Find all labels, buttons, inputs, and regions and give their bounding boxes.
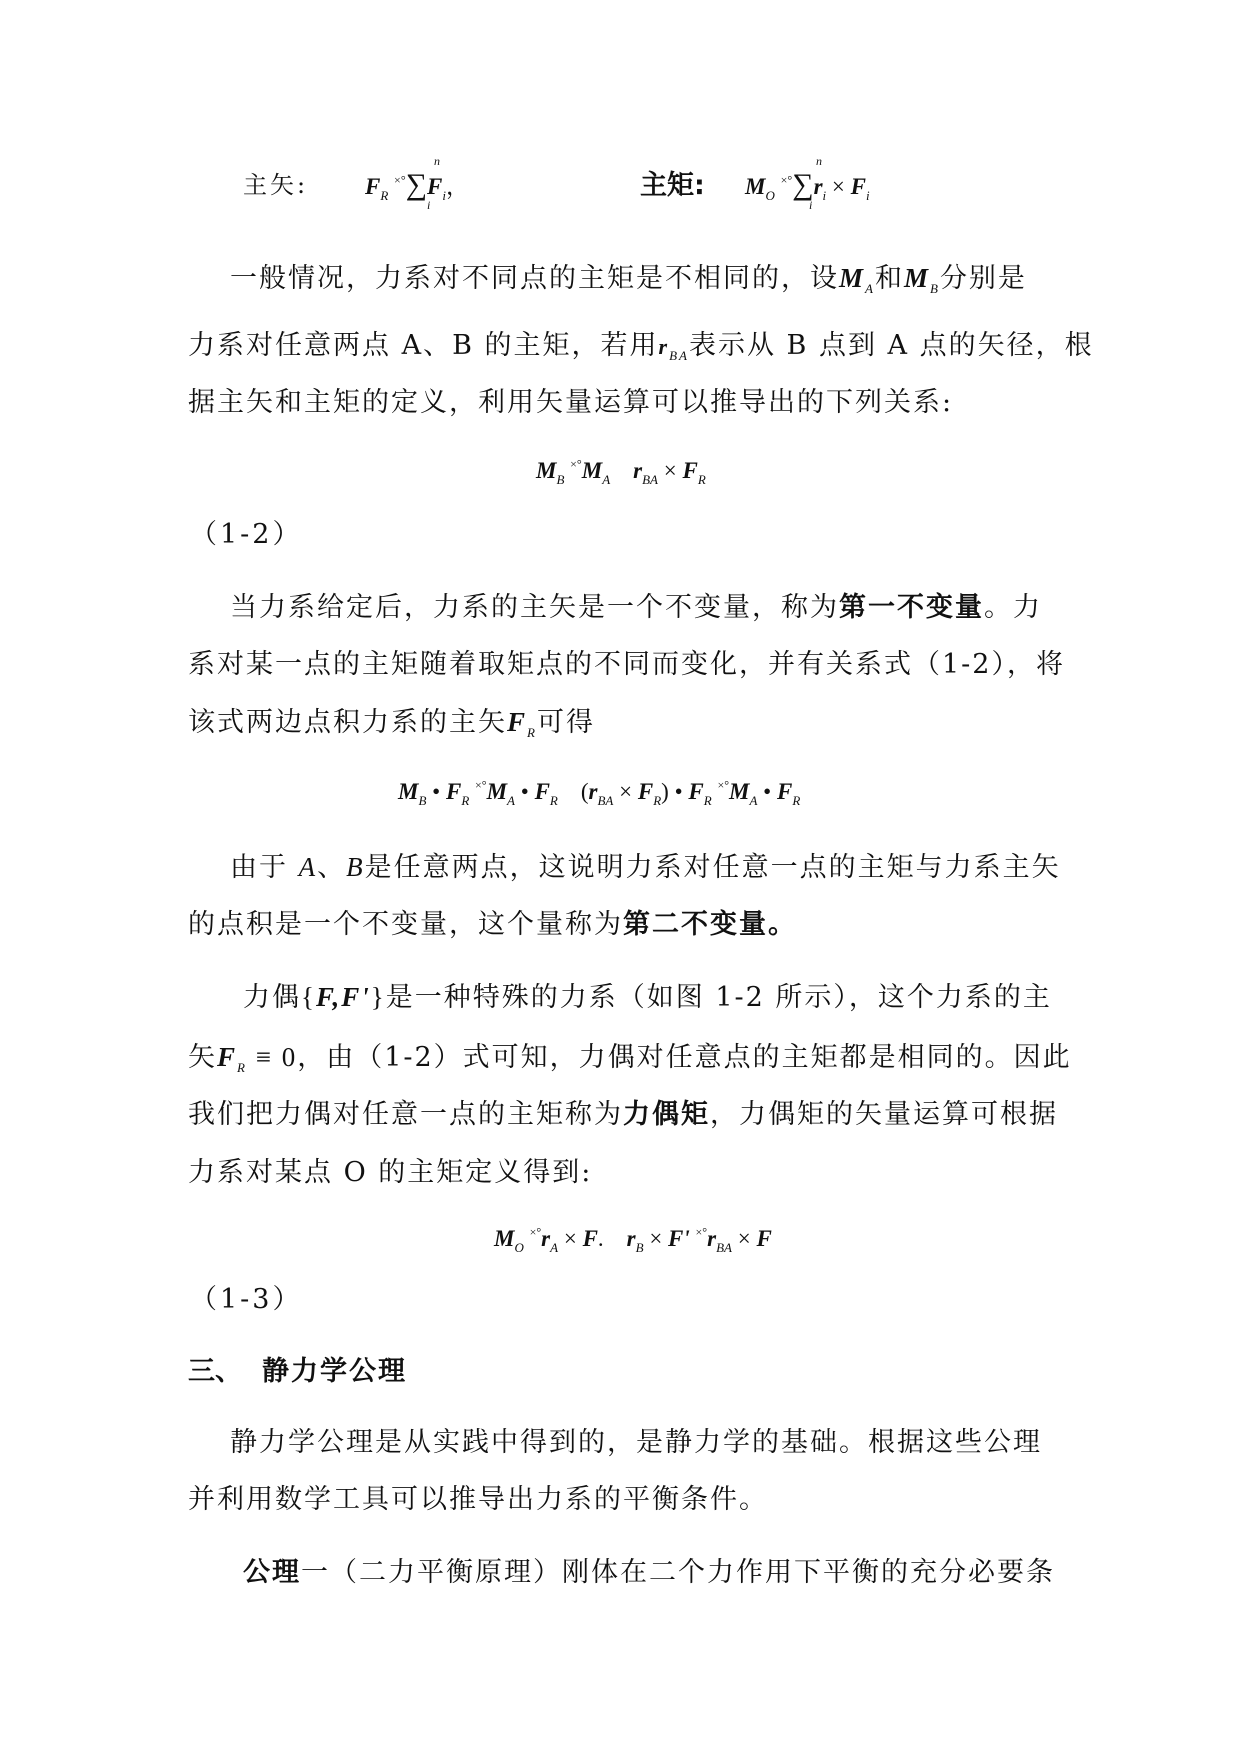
main-moment-formula: $M_O$ ×°∑ n i $r_i \times F_i$: [745, 154, 870, 212]
section-title: 静力学公理: [262, 1356, 407, 1387]
para6-line1: 公理一（二力平衡原理）刚体在二个力作用下平衡的充分必要条: [243, 1557, 1055, 1588]
para3-line2: 的点积是一个不变量，这个量称为第二不变量。: [188, 909, 797, 940]
equation-dot-product: $M_B$ • $F_R$ $^{\times^\circ}M_A$ • $F_R$ $(r_{BA} \times F_R)$ • $F_R$ $^{\times^\circ}M_A$ • $F_R$: [398, 778, 801, 808]
equation-1-3-label: （1-3）: [190, 1284, 303, 1315]
para2-line1: 当力系给定后，力系的主矢是一个不变量，称为第一不变量。力: [230, 592, 1042, 623]
main-vector-formula: $F_R$ ×°∑ n i $F_i$，: [365, 154, 469, 212]
para5-line2: 并利用数学工具可以推导出力系的平衡条件。: [188, 1484, 768, 1515]
para4-line4: 力系对某点 O 的主矩定义得到:: [188, 1157, 593, 1188]
para4-line1: 力偶{F,F'}是一种特殊的力系（如图 1-2 所示），这个力系的主: [243, 982, 1052, 1013]
para2-line2: 系对某一点的主矩随着取矩点的不同而变化，并有关系式（1-2），将: [188, 649, 1065, 680]
para4-line2: 矢$F_R \equiv 0$，由（1-2）式可知，力偶对任意点的主矩都是相同的。因此: [188, 1042, 1072, 1075]
para3-line1: 由于 A、B是任意两点，这说明力系对任意一点的主矩与力系主矢: [230, 852, 1061, 883]
section-number: 三、: [188, 1356, 242, 1387]
para1-line3: 据主矢和主矩的定义，利用矢量运算可以推导出的下列关系:: [188, 387, 954, 418]
main-moment-label: 主矩:: [640, 170, 705, 201]
para5-line1: 静力学公理是从实践中得到的，是静力学的基础。根据这些公理: [230, 1427, 1042, 1458]
main-vector-label: 主矢:: [243, 171, 309, 199]
equation-1-2: $M_B$ $^{\times^\circ}M_A$ $r_{BA} \times F_R$: [536, 457, 706, 487]
para2-line3: 该式两边点积力系的主矢$F_R$可得: [188, 707, 595, 740]
para4-line3: 我们把力偶对任意一点的主矩称为力偶矩，力偶矩的矢量运算可根据: [188, 1099, 1058, 1130]
para1-line2: 力系对任意两点 A、B 的主矩，若用$r_{BA}$表示从 B 点到 A 点的矢径，根: [188, 330, 1094, 363]
para1-line1: 一般情况，力系对不同点的主矩是不相同的，设$M_A$和$M_B$分别是: [230, 263, 1027, 296]
equation-1-2-label: （1-2）: [190, 519, 303, 550]
equation-1-3: $M_O$ $^{\times^\circ}r_A \times F$. $r_B \times F'$ $^{\times^\circ}r_{BA} \times F$: [494, 1225, 772, 1255]
